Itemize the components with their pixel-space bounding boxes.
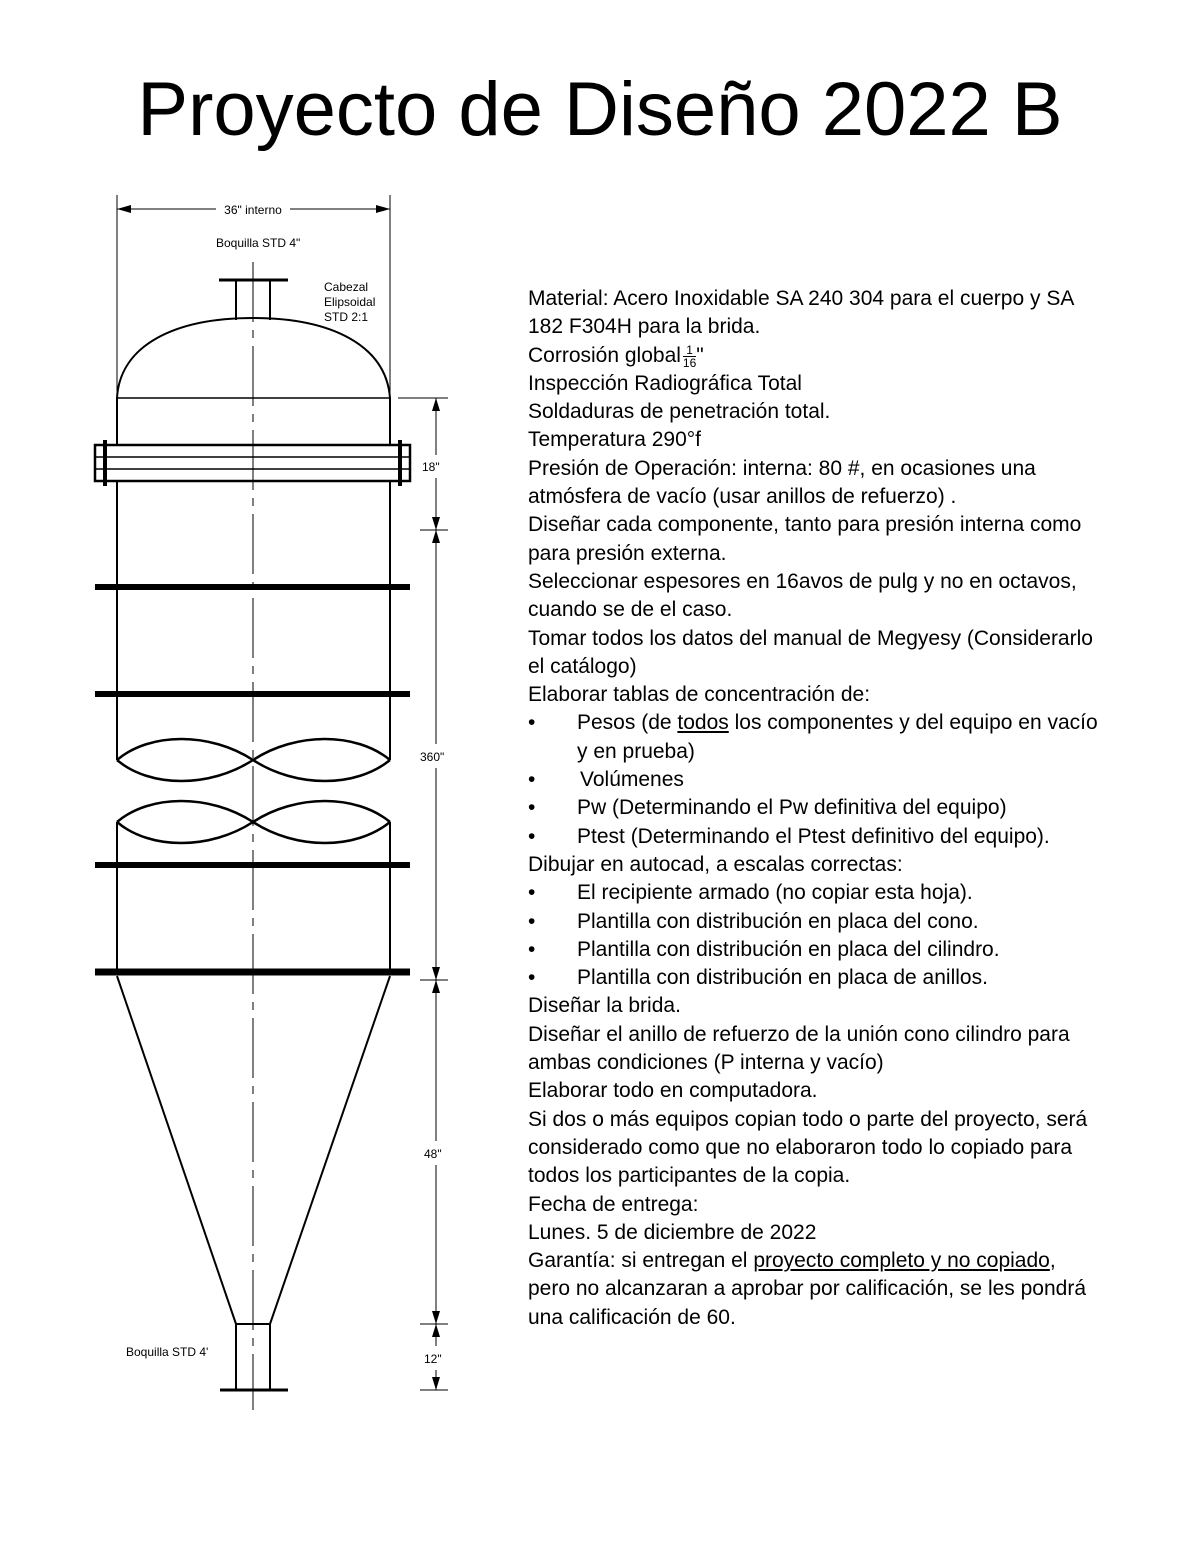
fraction-numerator: 1 — [683, 344, 696, 357]
dim-cone-label: 48" — [424, 1147, 442, 1161]
top-nozzle-label: Boquilla STD 4" — [216, 236, 301, 250]
note-flange-design: Diseñar la brida. — [528, 994, 681, 1018]
weights-text: Pesos (de — [577, 711, 678, 735]
bullet-icon: • — [528, 824, 536, 848]
note-inspection: Inspección Radiográfica Total — [528, 371, 802, 395]
bullet-icon: • — [528, 909, 536, 933]
bottom-nozzle-label: Boquilla STD 4' — [126, 1345, 209, 1359]
note-material: Material: Acero Inoxidable SA 240 304 para el cuerpo y SA 182 F304H para la brida. — [528, 287, 1074, 339]
note-thickness: Seleccionar espesores en 16avos de pulg y no en octavos, cuando se de el caso. — [528, 569, 1077, 622]
bullet-icon: • — [528, 711, 536, 735]
corrosion-text: Corrosión global — [528, 343, 681, 367]
head-label-line-3: STD 2:1 — [324, 310, 369, 324]
guarantee-underlined: proyecto completo y no copiado — [753, 1249, 1050, 1273]
note-ring-design: Diseñar el anillo de refuerzo de la unión cono cilindro para ambas condiciones (P interna y vacío) — [528, 1022, 1070, 1075]
bullet-ptest: Ptest (Determinando el Ptest definitivo del equipo). — [577, 824, 1050, 848]
bullet-icon: • — [528, 881, 536, 905]
list-item — [528, 766, 1098, 794]
bullet-cone-template: Plantilla con distribución en placa del cono. — [577, 909, 979, 933]
note-due-date: Lunes. 5 de diciembre de 2022 — [528, 1220, 817, 1244]
note-guarantee — [528, 1247, 1098, 1332]
head-label-line-2: Elipsoidal — [324, 295, 376, 309]
bullet-pw: Pw (Determinando el Pw definitiva del equipo) — [577, 796, 1007, 820]
bullet-icon: • — [528, 966, 536, 990]
bullet-icon: • — [528, 768, 536, 792]
note-copy-warning: Si dos o más equipos copian todo o parte del proyecto, será considerado como que no elaboraron todo lo copiado para todos los participantes de la copia. — [528, 1107, 1088, 1188]
bullet-icon: • — [528, 937, 536, 961]
list-item — [528, 709, 1098, 766]
dim-shell-label: 360" — [420, 750, 445, 764]
note-corrosion — [528, 342, 1098, 370]
weights-underlined: todos — [677, 711, 729, 735]
bullet-rings-template: Plantilla con distribución en placa de anillos. — [577, 966, 988, 990]
note-pressure: Presión de Operación: interna: 80 #, en ocasiones una atmósfera de vacío (usar anillos de refuerzo) . — [528, 456, 1036, 509]
note-autocad-intro: Dibujar en autocad, a escalas correctas: — [528, 852, 903, 876]
fraction-denominator: 16 — [682, 355, 697, 370]
note-welds: Soldaduras de penetración total. — [528, 400, 831, 424]
guarantee-text: Garantía: si entregan el — [528, 1249, 754, 1273]
bullet-cylinder-template: Plantilla con distribución en placa del cilindro. — [577, 937, 1000, 961]
corrosion-fraction — [683, 344, 696, 369]
note-tables-intro: Elaborar tablas de concentración de: — [528, 683, 871, 707]
inch-mark: " — [696, 343, 704, 367]
list-item — [528, 908, 1098, 936]
page-title: Proyecto de Diseño 2022 B — [137, 67, 1063, 152]
list-item — [528, 794, 1098, 822]
project-notes — [528, 285, 1098, 1332]
note-design-each: Diseñar cada componente, tanto para presión interna como para presión externa. — [528, 513, 1082, 565]
note-manual: Tomar todos los datos del manual de Megyesy (Considerarlo el catálogo) — [528, 626, 1093, 678]
guarantee-text-end: , pero no alcanzaran a aprobar por calificación, se les pondrá una calificación de 60. — [528, 1249, 1087, 1329]
bullet-volumes: Volúmenes — [580, 768, 684, 792]
list-item — [528, 964, 1098, 992]
dim-bottom-nozzle-label: 12" — [424, 1352, 442, 1366]
bullet-weights — [577, 709, 1098, 766]
list-item — [528, 936, 1098, 964]
bullet-assembled: El recipiente armado (no copiar esta hoja). — [577, 881, 973, 905]
dim-flange-label: 18" — [422, 460, 440, 474]
vessel-drawing — [0, 0, 520, 1553]
head-label-line-1: Cabezal — [324, 280, 369, 294]
note-due-label: Fecha de entrega: — [528, 1192, 699, 1216]
weights-text-end: los componentes y del equipo en vacío y en prueba) — [577, 711, 1098, 763]
width-dimension-label: 36" interno — [224, 203, 282, 217]
note-computer: Elaborar todo en computadora. — [528, 1079, 818, 1103]
note-temperature: Temperatura 290°f — [528, 428, 701, 452]
list-item — [528, 879, 1098, 907]
bullet-icon: • — [528, 796, 536, 820]
list-item — [528, 823, 1098, 851]
